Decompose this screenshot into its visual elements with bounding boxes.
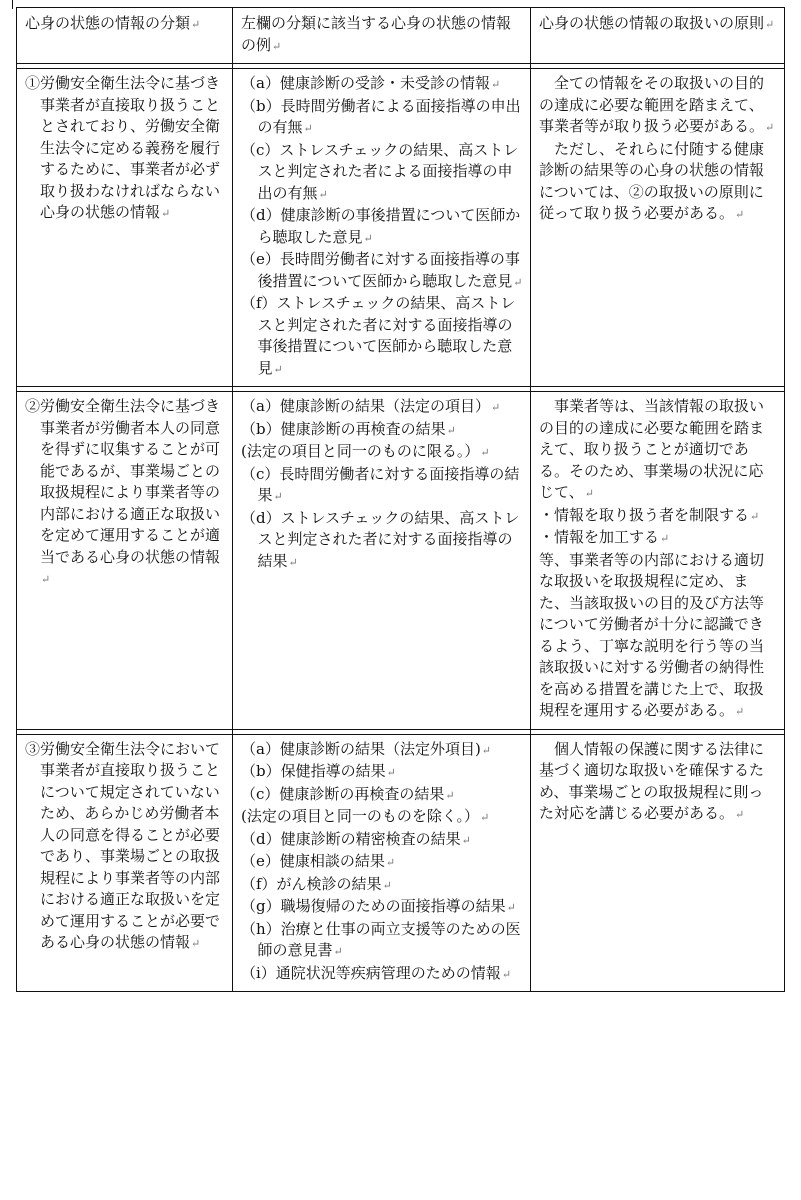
principle-bullet: ・情報を加工する↵ xyxy=(539,528,670,546)
example-item: （d）健康診断の事後措置について医師から聴取した意見↵ xyxy=(241,206,521,246)
example-item: （i）通院状況等疾病管理のための情報↵ xyxy=(241,963,512,982)
example-item: （c）ストレスチェックの結果、高ストレスと判定された者による面接指導の申出の有無↵ xyxy=(241,140,519,202)
example-item: （h）治療と仕事の両立支援等のための医師の意見書↵ xyxy=(241,919,521,959)
row1-category: ①労働安全衛生法令に基づき事業者が直接取り扱うこととされており、労働安全衛生法令に定める義務を履行するために、事業者が必ず取り扱わなければならない心身の状態の情報↵ xyxy=(17,69,233,387)
example-item: （d）ストレスチェックの結果、高ストレスと判定された者に対する面接指導の結果↵ xyxy=(241,508,520,570)
example-item: （a）健康診断の受診・未受診の情報↵ xyxy=(241,74,501,92)
principle-paragraph: 事業者等は、当該情報の取扱いの目的の達成に必要な範囲を踏まえて、取り扱うことが適切である。そのため、事業場の状況に応じて、↵ xyxy=(539,397,765,501)
example-item: （f）ストレスチェックの結果、高ストレスと判定された者に対する面接指導の事後措置について医師から聴取した意見↵ xyxy=(241,294,516,377)
example-item: （g）職場復帰のための面接指導の結果↵ xyxy=(241,897,516,915)
example-item: （e）長時間労働者に対する面接指導の事後措置について医師から聴取した意見↵ xyxy=(241,250,523,290)
principle-paragraph: 等、事業者等の内部における適切な取扱いを取扱規程に定め、また、当該取扱いの目的及び方法等について労働者が十分に認識できるよう、丁寧な説明を行う等の当該取扱いに対する労働者の納得性を高める措置を講じた上で、取扱規程を運用する必要がある。↵ xyxy=(539,550,765,719)
example-item: （b）保健指導の結果↵ xyxy=(241,762,396,780)
example-item: （d）健康診断の精密検査の結果↵ xyxy=(241,829,471,848)
principle-paragraph: 全ての情報をその取扱いの目的の達成に必要な範囲を踏まえて、事業者等が取り扱う必要がある。↵ xyxy=(539,74,775,135)
row1-principle xyxy=(531,69,785,387)
row3-examples xyxy=(233,734,531,992)
row1-examples xyxy=(233,69,531,387)
table-row xyxy=(17,392,785,730)
top-margin-mark xyxy=(12,0,13,9)
principle-paragraph: 個人情報の保護に関する法律に基づく適切な取扱いを確保するため、事業場ごとの取扱規程に則った対応を講じる必要がある。↵ xyxy=(539,739,765,822)
table-row xyxy=(17,734,785,992)
row2-category: ②労働安全衛生法令に基づき事業者が労働者本人の同意を得ずに収集することが可能であるが、事業場ごとの取扱規程により事業者等の内部における適正な取扱いを定めて運用することが適当である心身の状態の情報↵ xyxy=(17,392,233,730)
example-item: （b）健康診断の再検査の結果↵ xyxy=(241,419,456,438)
header-category: 心身の状態の情報の分類↵ xyxy=(17,8,233,64)
principle-paragraph: ただし、それらに付随する健康診断の結果等の心身の状態の情報については、②の取扱いの原則に従って取り扱う必要がある。↵ xyxy=(539,139,765,222)
example-note: (法定の項目と同一のものを除く。）↵ xyxy=(241,807,490,825)
example-item: （e）健康相談の結果↵ xyxy=(241,852,396,870)
row2-examples xyxy=(233,392,531,730)
principle-bullet: ・情報を取り扱う者を制限する↵ xyxy=(539,505,760,524)
row2-principle xyxy=(531,392,785,730)
header-principle: 心身の状態の情報の取扱いの原則↵ xyxy=(531,8,785,64)
example-item: （a）健康診断の結果（法定外項目)↵ xyxy=(241,739,492,758)
example-item: （a）健康診断の結果（法定の項目）↵ xyxy=(241,397,501,415)
row3-category: ③労働安全衛生法令において事業者が直接取り扱うことについて規定されていないため、あらかじめ労働者本人の同意を得ることが必要であり、事業場ごとの取扱規程により事業者等の内部における適正な取扱いを定めて運用することが必要である心身の状態の情報↵ xyxy=(17,734,233,992)
example-note: (法定の項目と同一のものに限る。）↵ xyxy=(241,442,490,460)
table-row xyxy=(17,69,785,387)
example-item: （f）がん検診の結果↵ xyxy=(241,874,392,893)
example-item: （c）長時間労働者に対する面接指導の結果↵ xyxy=(241,464,520,504)
example-item: （b）長時間労働者による面接指導の申出の有無↵ xyxy=(241,96,521,136)
table-header-row xyxy=(17,8,785,64)
row3-principle xyxy=(531,734,785,992)
health-information-table xyxy=(16,7,785,992)
example-item: （c）健康診断の再検査の結果↵ xyxy=(241,784,455,803)
header-examples: 左欄の分類に該当する心身の状態の情報の例↵ xyxy=(233,8,531,64)
